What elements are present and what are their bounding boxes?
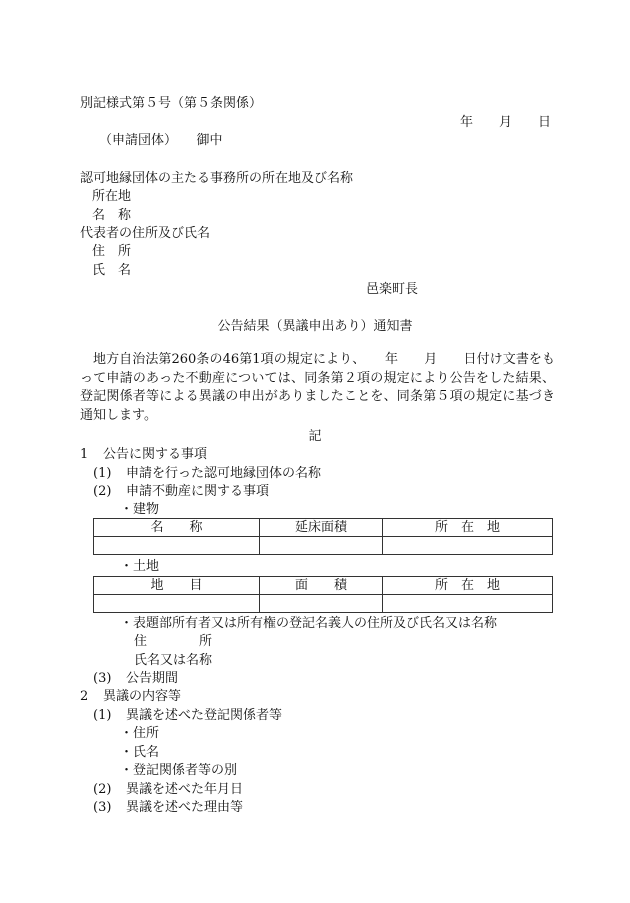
- land-cell-area: [260, 595, 383, 613]
- group-address-label: 所在地: [92, 189, 132, 204]
- section1-item1-number: (1): [93, 466, 112, 481]
- building-cell-floor-area: [260, 537, 383, 555]
- land-table-header-row: [94, 577, 553, 595]
- owner-name-label: 氏名又は名称: [134, 653, 213, 668]
- section2-item1-text: 異議を述べた登記関係者等: [126, 708, 283, 723]
- section1-title: 公告に関する事項: [103, 447, 208, 462]
- section2-item3-number: (3): [93, 800, 112, 815]
- section1-item3-number: (3): [93, 671, 112, 686]
- land-label: ・土地: [120, 559, 160, 574]
- representative-name-label: 氏 名: [92, 263, 132, 278]
- section1-item1-text: 申請を行った認可地縁団体の名称: [126, 466, 322, 481]
- owner-address-label: 住 所: [134, 634, 213, 649]
- land-table-row: [94, 595, 553, 613]
- section2-title: 異議の内容等: [103, 689, 182, 704]
- building-cell-name: [94, 537, 260, 555]
- objector-address: ・住所: [120, 726, 160, 741]
- building-header-floor-area: 延床面積: [260, 519, 383, 537]
- section2-item2-number: (2): [93, 782, 112, 797]
- land-header-category: 地 目: [94, 577, 260, 595]
- land-cell-location: [383, 595, 553, 613]
- form-number: 別記様式第５号（第５条関係）: [80, 96, 263, 111]
- section1-number: 1: [80, 447, 89, 462]
- section1-item2-number: (2): [93, 484, 112, 499]
- owner-label: ・表題部所有者又は所有権の登記名義人の住所及び氏名又は名称: [120, 616, 498, 631]
- document-title: 公告結果（異議申出あり）通知書: [217, 319, 413, 334]
- section1-item2-text: 申請不動産に関する事項: [126, 484, 270, 499]
- sender: 邑楽町長: [366, 282, 419, 297]
- building-header-name: 名 称: [94, 519, 260, 537]
- addressee: （申請団体） 御中: [99, 133, 223, 148]
- building-table-row: [94, 537, 553, 555]
- building-cell-location: [383, 537, 553, 555]
- section1-item3-text: 公告期間: [126, 671, 179, 686]
- date-line: 年 月 日: [460, 115, 552, 130]
- body-paragraph: 地方自治法第260条の46第1項の規定により、 年 月 日付け文書をもって申請のあった不動産については、同条第２項の規定により公告をした結果、登記関係者等による異議の申出がありましたことを、同条第５項の規定に基づき通知します。: [80, 352, 555, 423]
- group-name-label: 名 称: [92, 208, 132, 223]
- building-header-location: 所 在 地: [383, 519, 553, 537]
- land-header-area: 面 積: [260, 577, 383, 595]
- objector-type: ・登記関係者等の別: [120, 763, 238, 778]
- land-cell-category: [94, 595, 260, 613]
- group-heading: 認可地縁団体の主たる事務所の所在地及び名称: [80, 171, 354, 186]
- land-table: [93, 576, 553, 613]
- objector-name: ・氏名: [120, 745, 160, 760]
- building-table-header-row: [94, 519, 553, 537]
- section2-number: 2: [80, 689, 89, 704]
- section2-item3-text: 異議を述べた理由等: [126, 800, 244, 815]
- representative-heading: 代表者の住所及び氏名: [80, 226, 211, 241]
- building-table: [93, 518, 553, 555]
- section2-item1-number: (1): [93, 708, 112, 723]
- ki-mark: 記: [308, 429, 322, 444]
- building-label: ・建物: [120, 502, 160, 517]
- section2-item2-text: 異議を述べた年月日: [126, 782, 244, 797]
- representative-address-label: 住 所: [92, 244, 132, 259]
- land-header-location: 所 在 地: [383, 577, 553, 595]
